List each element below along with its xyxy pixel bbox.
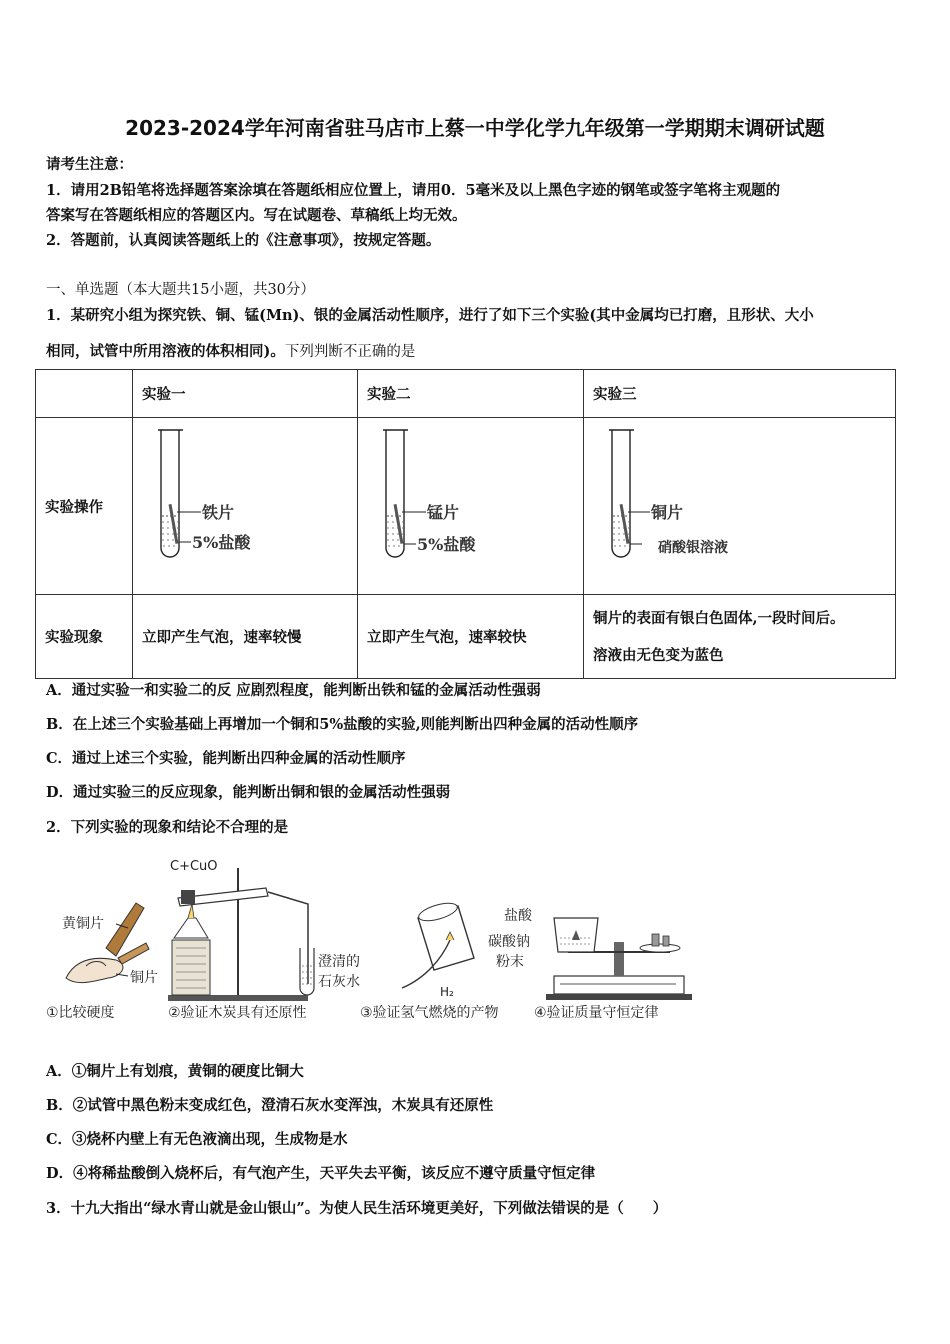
- phenomenon-exp-3-line-1: 铜片的表面有银白色固体,一段时间后。: [593, 609, 845, 627]
- hydrogen-combustion-drawing: [402, 900, 474, 988]
- table-header-row: [36, 370, 896, 418]
- table-header-empty: [36, 370, 133, 418]
- label-limewater-line-1: 澄清的: [318, 954, 360, 970]
- metal-label-1: 铁片: [202, 503, 235, 522]
- label-c-cuo: C+CuO: [170, 859, 218, 874]
- question-2-option-c: C．③烧杯内壁上有无色液滴出现，生成物是水: [46, 1131, 348, 1148]
- label-copper: 铜片: [130, 970, 158, 986]
- phenomenon-exp-1: 立即产生气泡，速率较慢: [133, 595, 358, 679]
- caption-3: ③验证氢气燃烧的产物: [360, 1005, 499, 1021]
- metal-label-3: 铜片: [651, 503, 684, 522]
- question-1-option-b: B．在上述三个实验基础上再增加一个铜和5%盐酸的实验,则能判断出四种金属的活动性顺序: [46, 716, 639, 733]
- caption-2: ②验证木炭具有还原性: [168, 1005, 307, 1021]
- test-tube-diagram-2: [358, 418, 583, 590]
- question-2-option-d: D．④将稀盐酸倒入烧杯后，有气泡产生，天平失去平衡，该反应不遵守质量守恒定律: [46, 1165, 596, 1182]
- table-header-exp-2: 实验二: [358, 370, 584, 418]
- table-row-phenomenon: [36, 595, 896, 679]
- question-2-stem: 2．下列实验的现象和结论不合理的是: [46, 819, 289, 836]
- question-1-stem-normal: 下列判断不正确的是: [284, 344, 416, 360]
- tube-cell-2: [358, 418, 584, 595]
- phenomenon-exp-3: [584, 595, 896, 679]
- question-1-stem-bold: 相同，试管中所用溶液的体积相同)。: [46, 343, 285, 360]
- label-h2: H₂: [440, 985, 454, 999]
- test-tube-diagram-1: [133, 418, 357, 590]
- notice-item-2: 2．答题前，认真阅读答题纸上的《注意事项》，按规定答题。: [46, 232, 441, 249]
- question-1-option-a: A．通过实验一和实验二的反 应剧烈程度，能判断出铁和锰的金属活动性强弱: [46, 682, 541, 699]
- row-label-operation: 实验操作: [36, 418, 133, 595]
- experiment-table: [35, 369, 896, 679]
- table-row-operation: [36, 418, 896, 595]
- label-brass: 黄铜片: [62, 916, 104, 932]
- notice-heading: 请考生注意：: [46, 156, 133, 173]
- question-2-option-a: A．①铜片上有划痕，黄铜的硬度比铜大: [46, 1063, 304, 1080]
- table-header-exp-1: 实验一: [133, 370, 358, 418]
- metal-label-2: 锰片: [427, 503, 460, 522]
- solution-label-2: 5%盐酸: [417, 535, 476, 554]
- caption-4: ④验证质量守恒定律: [534, 1005, 659, 1021]
- label-limewater-line-2: 石灰水: [318, 974, 360, 990]
- table-header-exp-3: 实验三: [584, 370, 896, 418]
- page-title: 2023-2024学年河南省驻马店市上蔡一中学化学九年级第一学期期末调研试题: [125, 116, 825, 140]
- row-label-phenomenon: 实验现象: [36, 595, 133, 679]
- question-1-option-c: C．通过上述三个实验，能判断出四种金属的活动性顺序: [46, 750, 406, 767]
- carbon-reduction-apparatus: [168, 868, 314, 1001]
- notice-item-1-line-1: 1．请用2B铅笔将选择题答案涂填在答题纸相应位置上，请用0．5毫米及以上黑色字迹的钢笔或签字笔将主观题的: [46, 182, 781, 199]
- question-1-stem-line-1: 1．某研究小组为探究铁、铜、锰(Mn)、银的金属活动性顺序，进行了如下三个实验(其中金属均已打磨，且形状、大小: [46, 307, 814, 324]
- tube-cell-1: [133, 418, 358, 595]
- solution-label-1: 5%盐酸: [192, 533, 251, 552]
- section-heading: 一、单选题（本大题共15小题，共30分）: [46, 282, 315, 298]
- label-sodium-carbonate: 碳酸钠: [488, 934, 530, 950]
- caption-1: ①比较硬度: [46, 1005, 115, 1021]
- tube-cell-3: [584, 418, 896, 595]
- phenomenon-exp-3-line-2: 溶液由无色变为蓝色: [593, 646, 724, 664]
- question-1-stem-line-2: [46, 340, 415, 361]
- test-tube-diagram-3: [584, 418, 895, 590]
- question-2-option-b: B．②试管中黑色粉末变成红色，澄清石灰水变浑浊，木炭具有还原性: [46, 1097, 494, 1114]
- label-powder: 粉末: [496, 954, 524, 970]
- mass-conservation-balance: [546, 918, 692, 1000]
- label-acid: 盐酸: [504, 908, 532, 924]
- question-1-option-d: D．通过实验三的反应现象，能判断出铜和银的金属活动性强弱: [46, 784, 451, 801]
- phenomenon-exp-2: 立即产生气泡，速率较快: [358, 595, 584, 679]
- question-3-stem: 3．十九大指出“绿水青山就是金山银山”。为使人民生活环境更美好，下列做法错误的是（ ）: [46, 1200, 668, 1217]
- question-2-figure: [46, 848, 696, 1028]
- notice-item-1-line-2: 答案写在答题纸相应的答题区内。写在试题卷、草稿纸上均无效。: [46, 207, 467, 224]
- solution-label-3: 硝酸银溶液: [658, 540, 728, 556]
